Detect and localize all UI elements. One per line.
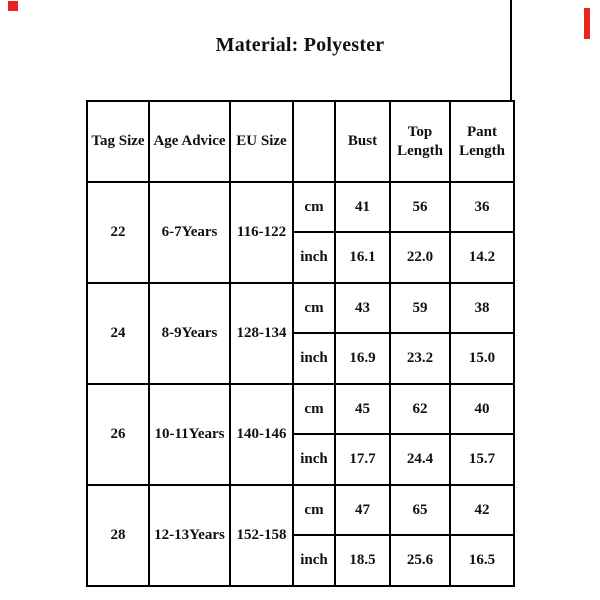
cell-bust-inch: 16.9 <box>335 333 390 384</box>
cell-age-advice: 6-7Years <box>149 182 230 283</box>
cell-unit-inch: inch <box>293 434 335 485</box>
cell-top-length-cm: 59 <box>390 283 450 333</box>
cell-top-length-inch: 24.4 <box>390 434 450 485</box>
cell-tag-size: 24 <box>87 283 149 384</box>
header-age-advice: Age Advice <box>149 101 230 182</box>
cell-pant-length-inch: 14.2 <box>450 232 514 283</box>
cell-pant-length-inch: 16.5 <box>450 535 514 586</box>
cell-bust-inch: 17.7 <box>335 434 390 485</box>
header-bust: Bust <box>335 101 390 182</box>
cell-tag-size: 28 <box>87 485 149 586</box>
cell-pant-length-inch: 15.0 <box>450 333 514 384</box>
cell-pant-length-cm: 40 <box>450 384 514 434</box>
cell-top-length-cm: 56 <box>390 182 450 232</box>
cell-pant-length-inch: 15.7 <box>450 434 514 485</box>
cell-bust-inch: 18.5 <box>335 535 390 586</box>
cell-top-length-cm: 62 <box>390 384 450 434</box>
cell-unit-inch: inch <box>293 232 335 283</box>
cell-pant-length-cm: 42 <box>450 485 514 535</box>
cell-eu-size: 128-134 <box>230 283 293 384</box>
cell-unit-inch: inch <box>293 535 335 586</box>
cell-pant-length-cm: 38 <box>450 283 514 333</box>
cell-eu-size: 152-158 <box>230 485 293 586</box>
page-title: Material: Polyester <box>215 34 385 56</box>
cell-bust-inch: 16.1 <box>335 232 390 283</box>
cell-bust-cm: 43 <box>335 283 390 333</box>
cell-age-advice: 10-11Years <box>149 384 230 485</box>
size-chart-table <box>86 100 515 587</box>
cell-age-advice: 8-9Years <box>149 283 230 384</box>
cell-eu-size: 140-146 <box>230 384 293 485</box>
cell-unit-cm: cm <box>293 182 335 232</box>
cell-bust-cm: 41 <box>335 182 390 232</box>
table-row <box>87 283 514 333</box>
cell-tag-size: 22 <box>87 182 149 283</box>
cell-top-length-inch: 25.6 <box>390 535 450 586</box>
red-marker-square <box>8 1 18 11</box>
cell-pant-length-cm: 36 <box>450 182 514 232</box>
cell-age-advice: 12-13Years <box>149 485 230 586</box>
cell-eu-size: 116-122 <box>230 182 293 283</box>
cell-unit-inch: inch <box>293 333 335 384</box>
cell-unit-cm: cm <box>293 384 335 434</box>
cell-top-length-inch: 23.2 <box>390 333 450 384</box>
cell-tag-size: 26 <box>87 384 149 485</box>
table-row <box>87 485 514 535</box>
table-row <box>87 384 514 434</box>
cell-bust-cm: 45 <box>335 384 390 434</box>
cell-top-length-cm: 65 <box>390 485 450 535</box>
vertical-rule <box>510 0 512 101</box>
header-eu-size: EU Size <box>230 101 293 182</box>
header-pant-length: Pant Length <box>450 101 514 182</box>
table-header-row <box>87 101 514 182</box>
cell-top-length-inch: 22.0 <box>390 232 450 283</box>
cell-bust-cm: 47 <box>335 485 390 535</box>
header-unit <box>293 101 335 182</box>
cell-unit-cm: cm <box>293 283 335 333</box>
cell-unit-cm: cm <box>293 485 335 535</box>
header-top-length: Top Length <box>390 101 450 182</box>
header-tag-size: Tag Size <box>87 101 149 182</box>
table-row <box>87 182 514 232</box>
